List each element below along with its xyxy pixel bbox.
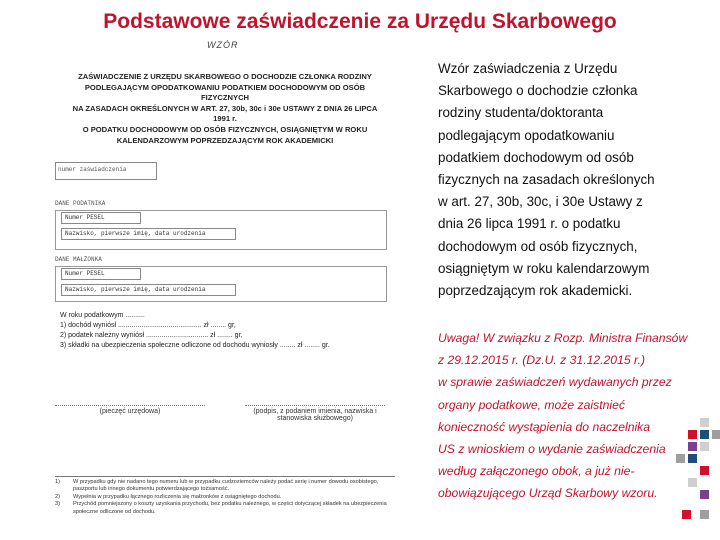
note-line: US z wnioskiem o wydanie zaświadczenia: [438, 442, 666, 457]
note-line: obowiązującego Urząd Skarbowy wzoru.: [438, 486, 658, 501]
description-text: [438, 58, 703, 302]
description-line: poprzedzającym rok akademicki.: [438, 283, 633, 299]
pesel1-field: Numer PESEL: [61, 212, 141, 224]
decor-square: [688, 430, 697, 439]
income-item: 1) dochód wyniósł ........................................... zł ........ gr,: [60, 322, 236, 329]
description-line: fizycznych na zasadach określonych: [438, 172, 655, 188]
decor-square: [700, 510, 709, 519]
decor-square: [700, 466, 709, 475]
document-scan: [55, 40, 395, 540]
decor-square: [700, 490, 709, 499]
note-line: w sprawie zaświadczeń wydawanych przez: [438, 375, 672, 390]
decor-square: [682, 510, 691, 519]
year-line: W roku podatkowym ..........: [60, 312, 145, 319]
footnote: 3) Przychód pomniejszony o koszty uzyskania przychodu, bez podatku należnego, w części dotyczącej składek na ubezpieczenia społeczne odliczone od dochodu.: [55, 501, 387, 515]
footnote: 2) Wypełnia w przypadku łącznego rozliczenia się małżonków z osiągniętego dochodu.: [55, 493, 282, 500]
description-line: osiągniętym w roku kalendarzowym: [438, 260, 650, 276]
note-line: Uwaga! W związku z Rozp. Ministra Finansów: [438, 331, 688, 345]
note-line: organy podatkowe, może zaistnieć: [438, 397, 625, 412]
signature-label: (podpis, z podaniem imienia, nazwiska i stanowiska służbowego): [245, 405, 385, 422]
name2-field: Nazwisko, pierwsze imię, data urodzenia: [61, 284, 236, 296]
dane1-label: DANE PODATNIKA: [55, 200, 106, 207]
document-heading: [65, 72, 385, 146]
heading-line: PODLEGAJĄCYM OPODATKOWANIU PODATKIEM DOCHODOWYM OD OSÓB FIZYCZNYCH: [84, 82, 366, 103]
heading-line: KALENDARZOWYM POPRZEDZAJĄCYM ROK AKADEMICKI: [116, 135, 334, 145]
description-line: dochodowym od osób fizycznych,: [438, 238, 638, 254]
pesel2-field: Numer PESEL: [61, 268, 141, 280]
decor-square: [688, 478, 697, 487]
decor-square: [700, 430, 709, 439]
income-item: 3) składki na ubezpieczenia społeczne odliczone od dochodu wyniosły ........ zł ........ gr.: [60, 342, 330, 349]
warning-note: [438, 327, 708, 505]
slide-title: Podstawowe zaświadczenie za Urzędu Skarbowego: [103, 10, 617, 33]
decor-square: [712, 430, 720, 439]
decor-square: [700, 418, 709, 427]
decor-square: [688, 442, 697, 451]
footnote: 1) W przypadku gdy nie nadano tego numeru lub w przypadku cudzoziemców należy podać serię i numer dowodu osobistego, paszportu lub innego dokumentu potwierdzającego tożsamość.: [55, 479, 379, 493]
description-line: podatkiem dochodowym od osób: [438, 149, 634, 165]
heading-line: O PODATKU DOCHODOWYM OD OSÓB FIZYCZNYCH, OSIĄGNIĘTYM W ROKU: [82, 124, 368, 134]
description-line: rodziny studenta/doktoranta: [438, 105, 604, 121]
stamp-label: (pieczęć urzędowa): [55, 405, 205, 415]
description-line: podlegającym opodatkowaniu: [438, 127, 615, 143]
description-line: Skarbowego o dochodzie członka: [438, 83, 638, 99]
wzor-label: WZÓR: [207, 40, 239, 50]
income-item: 2) podatek należny wyniósł ................................ zł ........ gr,: [60, 332, 243, 339]
decor-square: [700, 442, 709, 451]
decor-square: [688, 454, 697, 463]
description-line: Wzór zaświadczenia z Urzędu: [438, 61, 618, 76]
footnotes: [55, 476, 395, 516]
dane2-label: DANE MAŁŻONKA: [55, 256, 102, 263]
heading-line: ZAŚWIADCZENIE Z URZĘDU SKARBOWEGO O DOCHODZIE CZŁONKA RODZINY: [78, 72, 372, 81]
name1-field: Nazwisko, pierwsze imię, data urodzenia: [61, 228, 236, 240]
decor-square: [676, 454, 685, 463]
heading-line: NA ZASADACH OKREŚLONYCH W ART. 27, 30b, 30c i 30e USTAWY Z DNIA 26 LIPCA 1991 r.: [72, 103, 378, 124]
note-line: z 29.12.2015 r. (Dz.U. z 31.12.2015 r.): [438, 353, 646, 368]
nr-label: numer zaświadczenia: [58, 166, 127, 173]
description-line: w art. 27, 30b, 30c, i 30e Ustawy z: [438, 194, 643, 210]
description-line: dnia 26 lipca 1991 r. o podatku: [438, 216, 621, 232]
note-line: według załączonego obok, a już nie-: [438, 464, 635, 479]
note-line: konieczność wystąpienia do naczelnika: [438, 419, 651, 434]
